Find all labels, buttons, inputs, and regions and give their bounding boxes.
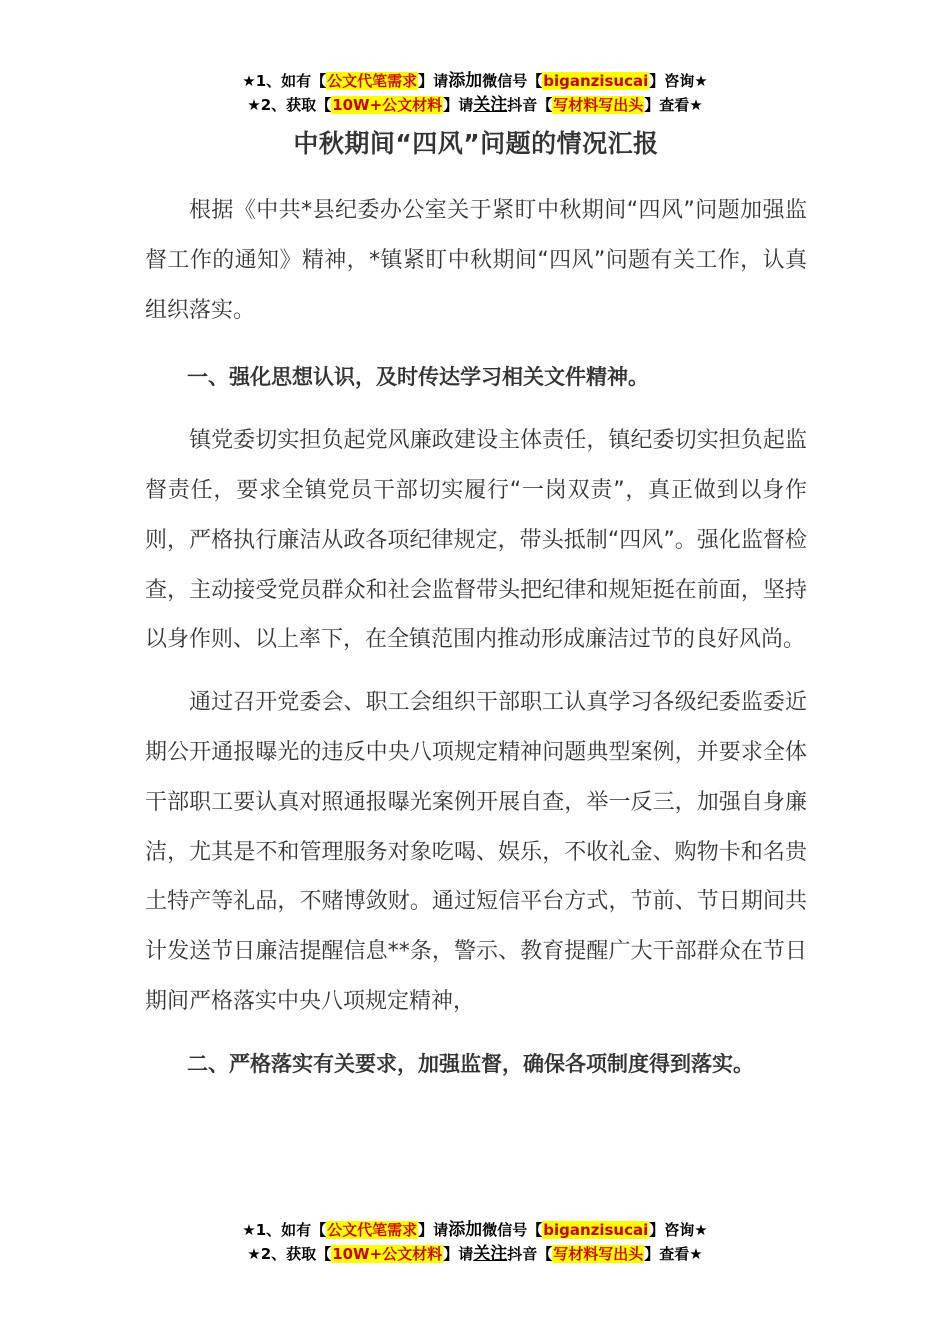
banner-highlight: 10W+公文材料 (332, 96, 443, 114)
banner-line-2 (0, 93, 950, 117)
banner-highlight: 10W+公文材料 (332, 1245, 443, 1263)
banner-emphasis: 添加 (448, 1220, 483, 1240)
section-1-paragraph-1: 镇党委切实担负起党风廉政建设主体责任，镇纪委切实担负起监督责任，要求全镇党员干部切实履行“一岗双责”，真正做到以身作则，严格执行廉洁从政各项纪律规定，带头抵制“四风”。强化监督检查，主动接受党员群众和社会监督带头把纪律和规矩挺在前面，坚持以身作则、以上率下，在全镇范围内推动形成廉洁过节的良好风尚。 (145, 428, 807, 653)
banner-text: 】请 (418, 72, 449, 90)
banner-text: ★1、如有【 (242, 1221, 327, 1239)
banner-text: 】请 (443, 96, 474, 114)
banner-text: 】请 (418, 1221, 449, 1239)
banner-line-2 (0, 1242, 950, 1266)
banner-highlight: biganzisucai (543, 72, 649, 90)
banner-line-1 (0, 69, 950, 93)
banner-text: 抖音【 (507, 96, 553, 114)
banner-text: 】查看★ (644, 1245, 703, 1263)
section-heading-2: 二、严格落实有关要求，加强监督，确保各项制度得到落实。 (187, 1051, 754, 1076)
banner-text: 】查看★ (644, 96, 703, 114)
banner-text: 】请 (443, 1245, 474, 1263)
banner-highlight: 公文代笔需求 (327, 1221, 418, 1239)
banner-text: 微信号【 (482, 72, 543, 90)
banner-line-1 (0, 1218, 950, 1242)
banner-text: ★1、如有【 (242, 72, 327, 90)
banner-emphasis: 关注 (473, 1244, 508, 1264)
banner-emphasis: 关注 (473, 95, 508, 115)
section-1-paragraph-2: 通过召开党委会、职工会组织干部职工认真学习各级纪委监委近期公开通报曝光的违反中央八项规定精神问题典型案例，并要求全体干部职工要认真对照通报曝光案例开展自查，举一反三，加强自身廉洁，尤其是不和管理服务对象吃喝、娱乐，不收礼金、购物卡和名贵土特产等礼品，不赌博敛财。通过短信平台方式，节前、节日期间共计发送节日廉洁提醒信息**条，警示、教育提醒广大干部群众在节日期间严格落实中央八项规定精神， (145, 690, 807, 1014)
bottom-banner (0, 1218, 950, 1266)
banner-text: 】咨询★ (649, 72, 708, 90)
section-heading-1: 一、强化思想认识，及时传达学习相关文件精神。 (187, 365, 649, 390)
banner-text: 微信号【 (482, 1221, 543, 1239)
banner-highlight: biganzisucai (543, 1221, 649, 1239)
document-title: 中秋期间“四风”问题的情况汇报 (293, 129, 659, 158)
banner-highlight: 写材料写出头 (553, 1245, 644, 1263)
banner-text: 】咨询★ (649, 1221, 708, 1239)
top-banner (0, 69, 950, 117)
banner-highlight: 公文代笔需求 (327, 72, 418, 90)
banner-emphasis: 添加 (448, 71, 483, 91)
banner-highlight: 写材料写出头 (553, 96, 644, 114)
banner-text: ★2、获取【 (247, 1245, 332, 1263)
intro-paragraph: 根据《中共*县纪委办公室关于紧盯中秋期间“四风”问题加强监督工作的通知》精神，*镇紧盯中秋期间“四风”问题有关工作，认真组织落实。 (145, 198, 807, 323)
banner-text: ★2、获取【 (247, 96, 332, 114)
banner-text: 抖音【 (507, 1245, 553, 1263)
document-body (145, 122, 807, 1090)
